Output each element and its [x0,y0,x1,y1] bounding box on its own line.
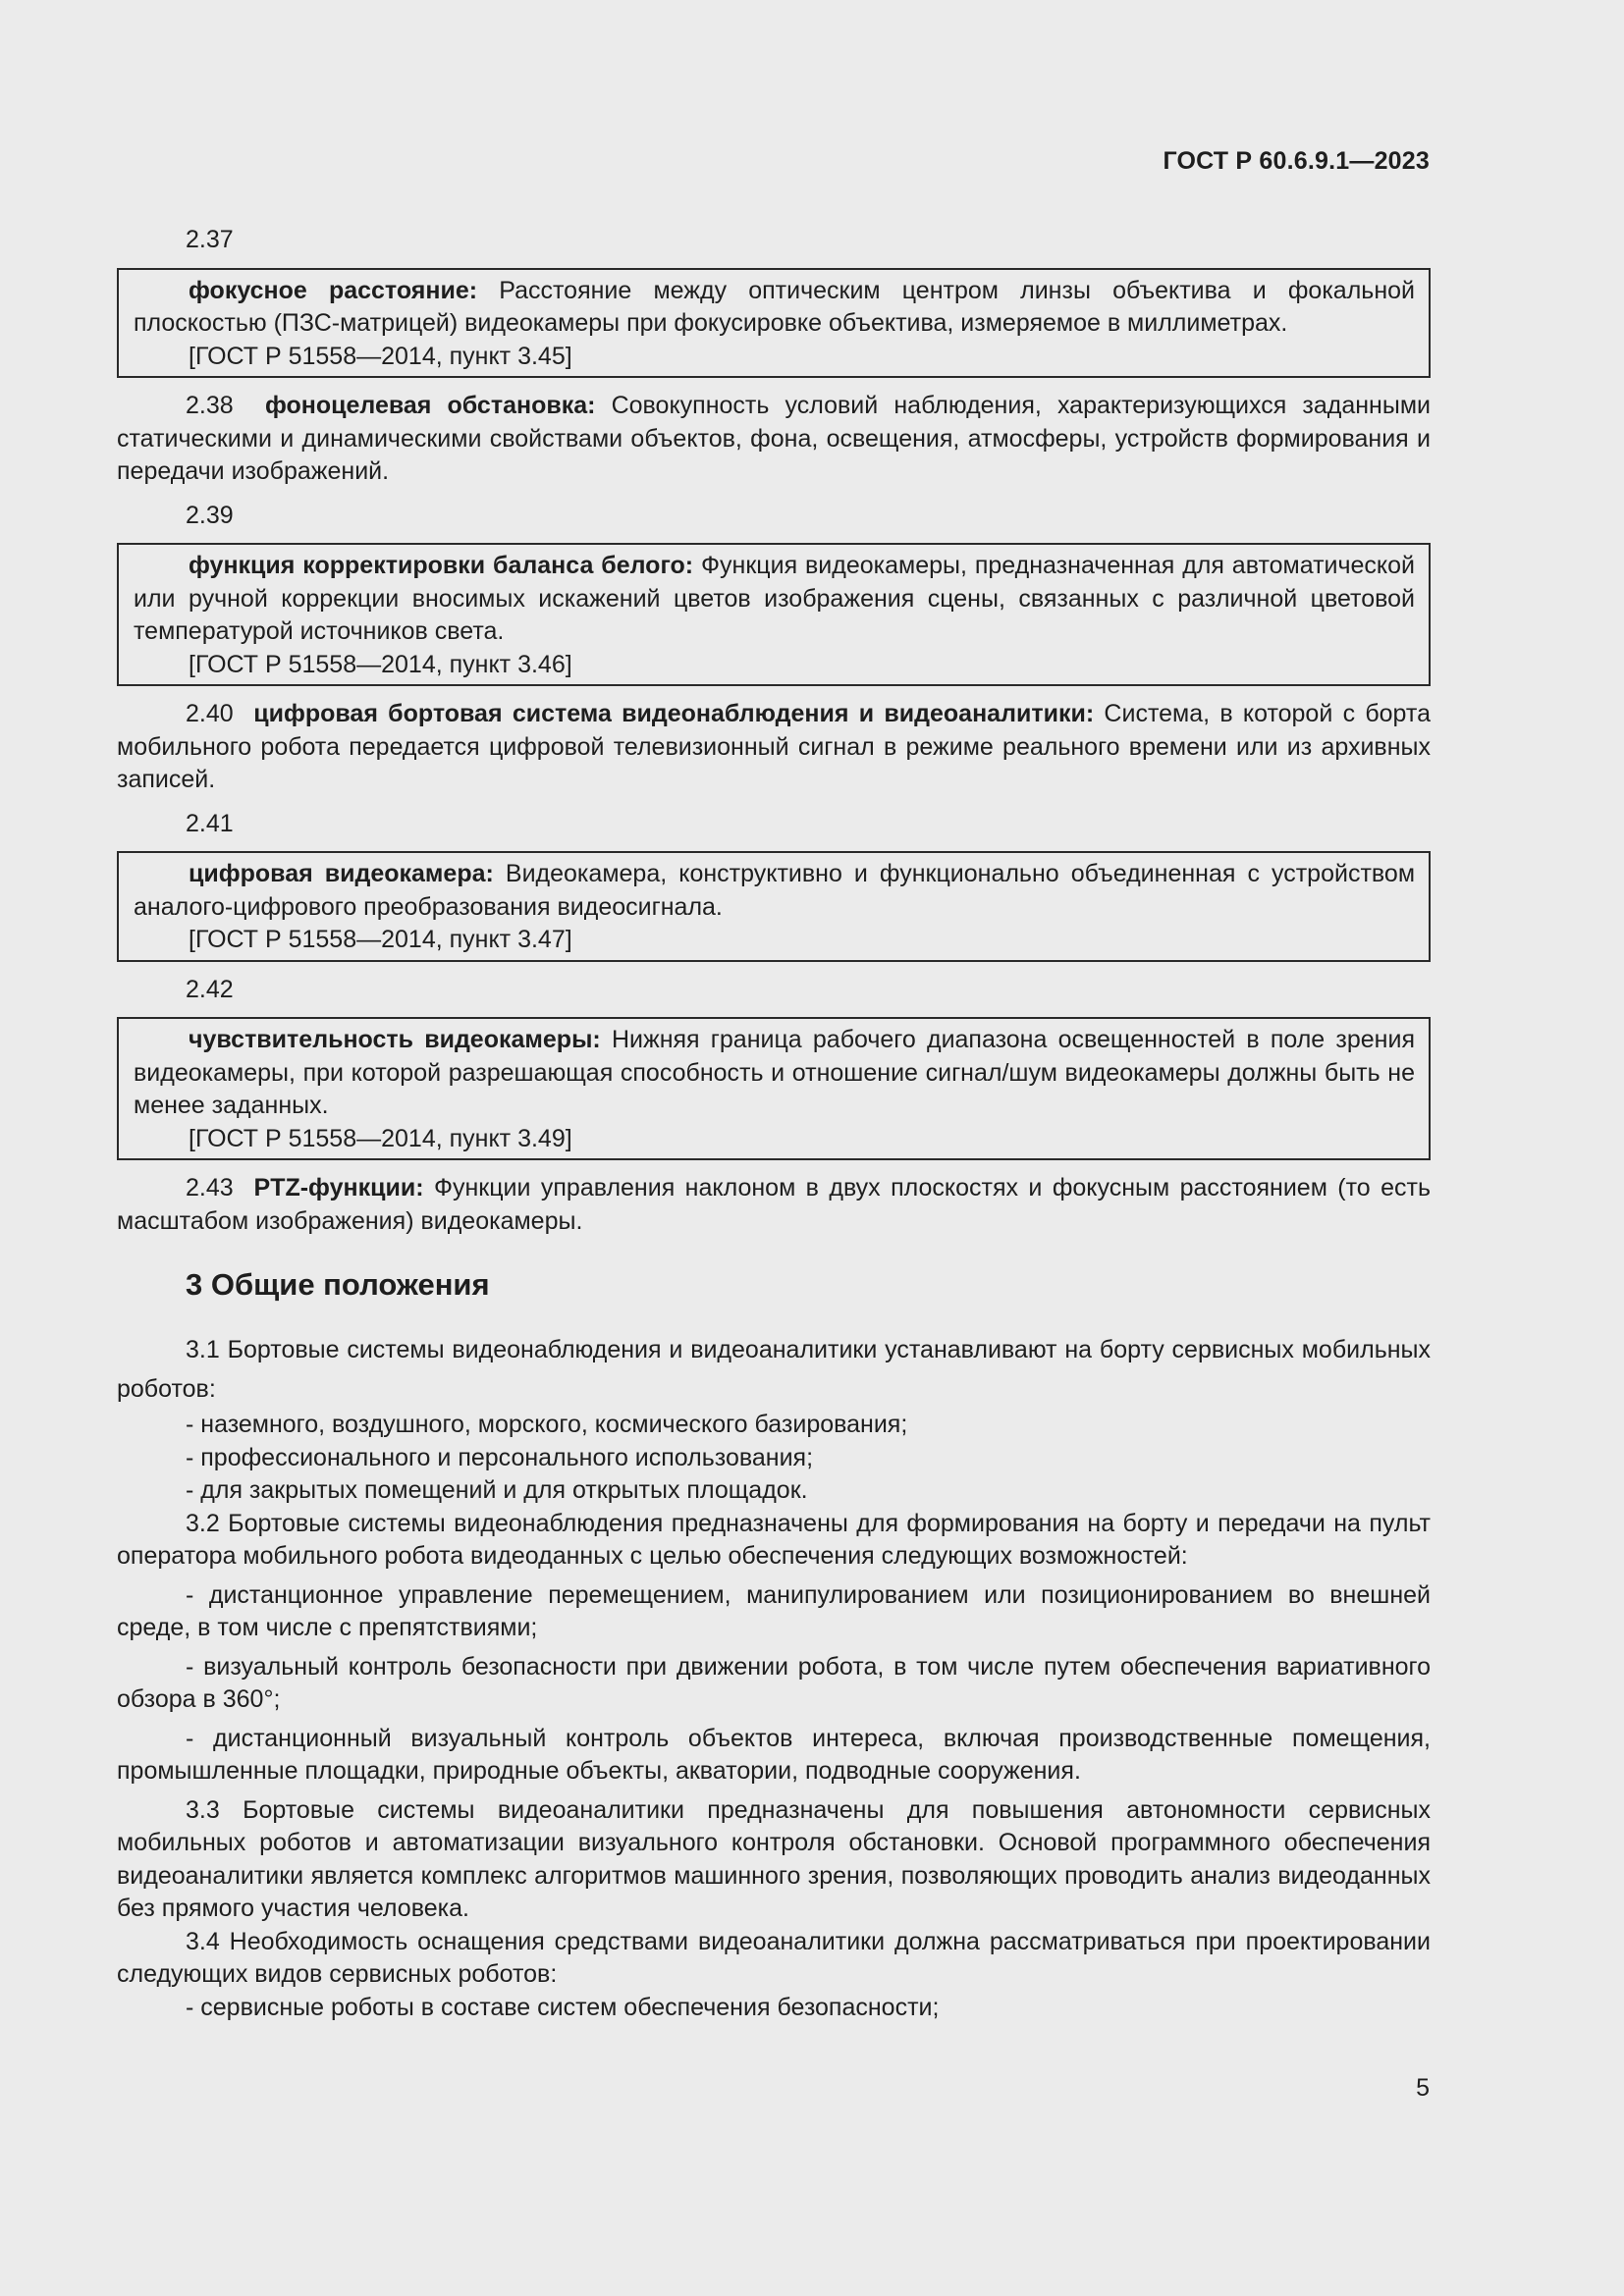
term-box [117,851,1431,962]
term-name: чувствительность видеокамеры: [189,1026,601,1053]
entry-number: 2.41 [186,809,234,837]
list-item: - дистанционное управление перемещением, манипулированием или позиционированием во внешней среде, в том числе с препятствиями; [117,1580,1431,1641]
term-definition [134,858,1415,924]
definition-text: Видеокамера, конструктивно и функционально объединенная с устройством аналого-цифрового преобразования видеосигнала. [134,860,1416,921]
list-item: - визуальный контроль безопасности при движении робота, в том числе путем обеспечения вариативного обзора в 360°; [117,1652,1431,1713]
term-name: цифровая бортовая система видеонаблюдения и видеоаналитики: [253,700,1095,727]
entry-number: 2.37 [186,226,234,253]
definition-text: Нижняя граница рабочего диапазона освещенностей в поле зрения видеокамеры, при которой разрешающая способность и отношение сигнал/шум видеокамеры должны быть не менее заданных. [134,1026,1415,1119]
standard-designation: ГОСТ Р 60.6.9.1—2023 [1163,147,1430,175]
entry-number: 2.40 [186,700,234,727]
source-reference: [ГОСТ Р 51558—2014, пункт 3.47] [189,926,572,953]
term-box [117,268,1431,379]
page-number: 5 [1416,2074,1430,2102]
list-item: - дистанционный визуальный контроль объектов интереса, включая производственные помещения, промышленные площадки, природные объекты, акватории, подводные сооружения. [117,1724,1431,1785]
definition-text: Функции управления наклоном в двух плоскостях и фокусным расстоянием (то есть масштабом изображения) видеокамеры. [117,1174,1431,1235]
term-box [117,543,1431,686]
page-content [117,224,1431,2024]
paragraph-3-2: 3.2 Бортовые системы видеонаблюдения предназначены для формирования на борту и передачи на пульт оператора мобильного робота видеоданных с целью обеспечения следующих возможностей: [117,1509,1431,1570]
term-entry [117,698,1431,797]
term-definition [134,275,1415,341]
paragraph-3-3: 3.3 Бортовые системы видеоаналитики предназначены для повышения автономности сервисных мобильных роботов и автоматизации визуального контроля обстановки. Основой программного обеспечения видеоаналитики является комплекс алгоритмов машинного зрения, позволяющих проводить анализ видеоданных без прямого участия человека. [117,1795,1431,1922]
term-name: функция корректировки баланса белого: [189,552,694,579]
paragraph-3-1: 3.1 Бортовые системы видеонаблюдения и видеоаналитики устанавливают на борту сервисных мобильных роботов: [117,1336,1431,1403]
entry-number: 2.39 [186,501,234,529]
term-entry [117,390,1431,489]
definition-text: Система, в которой с борта мобильного робота передается цифровой телевизионный сигнал в режиме реального времени или из архивных записей. [117,700,1431,793]
list-item: - для закрытых помещений и для открытых площадок. [186,1476,808,1504]
source-reference: [ГОСТ Р 51558—2014, пункт 3.46] [189,650,572,678]
paragraph-3-4: 3.4 Необходимость оснащения средствами видеоаналитики должна рассматриваться при проектировании следующих видов сервисных роботов: [117,1927,1431,1988]
entry-number: 2.43 [186,1174,234,1201]
term-name: фокусное расстояние: [189,276,478,304]
definition-text: Совокупность условий наблюдения, характеризующихся заданными статическими и динамическими свойствами объектов, фона, освещения, атмосферы, устройств формирования и передачи изображений. [117,392,1431,485]
entry-number: 2.38 [186,392,234,419]
list-item: - наземного, воздушного, морского, космического базирования; [186,1411,908,1438]
term-name: PTZ-функции: [253,1174,424,1201]
entry-number: 2.42 [186,975,234,1003]
term-definition [134,1024,1415,1123]
term-definition [134,550,1415,649]
term-name: фоноцелевая обстановка: [264,392,596,419]
list-item: - сервисные роботы в составе систем обеспечения безопасности; [186,1993,940,2021]
term-box [117,1017,1431,1160]
definition-text: Функция видеокамеры, предназначенная для автоматической или ручной коррекции вносимых искажений цветов изображения сцены, связанных с различной цветовой температурой источников света. [134,552,1415,645]
section-heading: 3 Общие положения [186,1267,490,1302]
term-name: цифровая видеокамера: [189,860,494,887]
term-entry [117,1172,1431,1238]
source-reference: [ГОСТ Р 51558—2014, пункт 3.49] [189,1124,572,1152]
definition-text: Расстояние между оптическим центром линзы объектива и фокальной плоскостью (ПЗС-матрицей) видеокамеры при фокусировке объектива, измеряемое в миллиметрах. [134,276,1415,337]
list-item: - профессионального и персонального использования; [186,1443,814,1471]
source-reference: [ГОСТ Р 51558—2014, пункт 3.45] [189,342,572,370]
